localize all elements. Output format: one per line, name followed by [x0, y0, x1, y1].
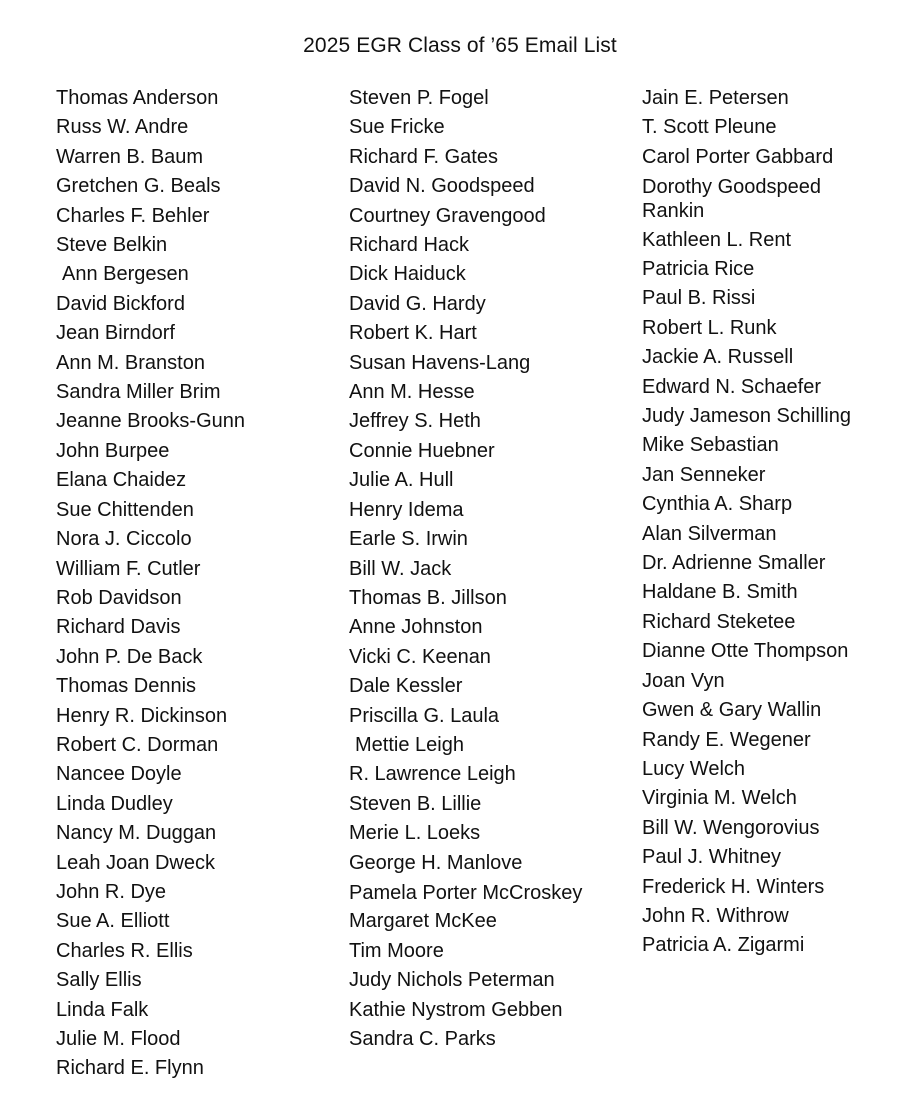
- list-item: Ann Bergesen: [62, 263, 189, 286]
- list-item: David G. Hardy: [349, 292, 486, 315]
- list-item: William F. Cutler: [56, 557, 201, 580]
- name-column-2: [349, 84, 631, 1054]
- list-item: Mettie Leigh: [355, 733, 464, 756]
- list-item: Henry Idema: [349, 498, 464, 521]
- list-item: Jeanne Brooks-Gunn: [56, 410, 246, 433]
- list-item: Linda Dudley: [56, 792, 173, 815]
- list-item: Charles R. Ellis: [56, 939, 193, 962]
- list-item: Susan Havens-Lang: [349, 351, 531, 374]
- list-item: Courtney Gravengood: [349, 204, 546, 227]
- list-item: Merie L. Loeks: [349, 822, 481, 845]
- list-item: Julie M. Flood: [56, 1028, 181, 1050]
- list-item: Thomas Anderson: [56, 87, 219, 109]
- list-item: Carol Porter Gabbard: [642, 145, 834, 168]
- list-item: Rob Davidson: [56, 586, 182, 609]
- list-item: Steven B. Lillie: [349, 792, 482, 815]
- list-item: Richard Hack: [349, 234, 470, 257]
- list-item: Russ W. Andre: [56, 116, 189, 139]
- list-item: Nora J. Ciccolo: [56, 528, 192, 551]
- list-item: Julie A. Hull: [349, 469, 454, 492]
- list-item: John R. Dye: [56, 880, 167, 903]
- list-item: John R. Withrow: [642, 904, 789, 927]
- list-item: George H. Manlove: [349, 851, 523, 874]
- list-item: Frederick H. Winters: [642, 875, 825, 898]
- list-item: Bill W. Jack: [349, 557, 452, 580]
- list-item: Robert C. Dorman: [56, 733, 219, 756]
- list-item: Dr. Adrienne Smaller: [642, 552, 826, 575]
- list-item: Pamela Porter McCroskey: [349, 881, 583, 904]
- list-item: R. Lawrence Leigh: [349, 763, 516, 786]
- list-item: Connie Huebner: [349, 439, 495, 462]
- list-item: Judy Jameson Schilling: [642, 405, 851, 428]
- list-item: Sandra Miller Brim: [56, 381, 221, 404]
- list-item: Earle S. Irwin: [349, 528, 468, 551]
- list-item: Cynthia A. Sharp: [642, 493, 793, 516]
- list-item: Warren B. Baum: [56, 145, 204, 168]
- list-item: Alan Silverman: [642, 522, 777, 545]
- list-item: Nancy M. Duggan: [56, 822, 217, 845]
- list-item: Sally Ellis: [56, 969, 142, 992]
- list-item: Jean Birndorf: [56, 322, 175, 345]
- list-item: Richard Davis: [56, 616, 181, 639]
- name-column-3: [642, 84, 920, 961]
- list-item: Dick Haiduck: [349, 263, 466, 286]
- list-item: Jan Senneker: [642, 463, 766, 486]
- list-item: Sue A. Elliott: [56, 910, 170, 933]
- list-item: Henry R. Dickinson: [56, 704, 228, 727]
- list-item: Robert L. Runk: [642, 316, 777, 339]
- list-item: Jain E. Petersen: [642, 87, 789, 109]
- list-item: Haldane B. Smith: [642, 581, 798, 604]
- name-column-1: [56, 84, 338, 1084]
- list-item: Paul J. Whitney: [642, 846, 781, 869]
- list-item: Sue Chittenden: [56, 498, 194, 521]
- list-item: Charles F. Behler: [56, 204, 210, 227]
- list-item: Anne Johnston: [349, 616, 483, 639]
- list-item: Sue Fricke: [349, 116, 445, 139]
- list-item: Paul B. Rissi: [642, 287, 756, 310]
- list-item: Gretchen G. Beals: [56, 175, 221, 198]
- list-item: David N. Goodspeed: [349, 175, 535, 198]
- list-item: Gwen & Gary Wallin: [642, 699, 822, 722]
- list-item: David Bickford: [56, 292, 185, 315]
- list-item: Kathie Nystrom Gebben: [349, 998, 563, 1021]
- list-item: Vicki C. Keenan: [349, 645, 491, 668]
- list-item: Thomas B. Jillson: [349, 586, 507, 609]
- list-item: Patricia A. Zigarmi: [642, 934, 805, 957]
- list-item: Margaret McKee: [349, 910, 497, 933]
- list-item: Jeffrey S. Heth: [349, 410, 481, 433]
- list-item: Elana Chaidez: [56, 469, 187, 492]
- list-item: Priscilla G. Laula: [349, 704, 500, 727]
- list-item: Richard Steketee: [642, 610, 796, 633]
- list-item: Richard E. Flynn: [56, 1057, 204, 1080]
- list-item: Richard F. Gates: [349, 145, 498, 168]
- list-item: Ann M. Hesse: [349, 381, 475, 404]
- list-item: Mike Sebastian: [642, 434, 779, 457]
- list-item: Jackie A. Russell: [642, 346, 794, 369]
- list-item: Dale Kessler: [349, 675, 463, 698]
- list-item: Virginia M. Welch: [642, 787, 797, 810]
- list-item: Steve Belkin: [56, 234, 168, 257]
- list-item: Nancee Doyle: [56, 763, 182, 786]
- list-item: Dorothy Goodspeed Rankin: [642, 176, 822, 223]
- list-item: Robert K. Hart: [349, 322, 477, 345]
- list-item: T. Scott Pleune: [642, 116, 777, 139]
- list-item: Ann M. Branston: [56, 351, 205, 374]
- list-item: Linda Falk: [56, 998, 149, 1021]
- list-item: Patricia Rice: [642, 258, 755, 281]
- list-item: Kathleen L. Rent: [642, 228, 791, 251]
- list-item: Dianne Otte Thompson: [642, 640, 849, 663]
- list-item: Tim Moore: [349, 939, 444, 962]
- list-item: Judy Nichols Peterman: [349, 969, 555, 992]
- list-item: Randy E. Wegener: [642, 728, 811, 751]
- list-item: Steven P. Fogel: [349, 87, 489, 109]
- list-item: Joan Vyn: [642, 669, 725, 692]
- list-item: John P. De Back: [56, 645, 203, 668]
- list-item: Lucy Welch: [642, 757, 746, 780]
- list-item: Leah Joan Dweck: [56, 851, 215, 874]
- page-title: 2025 EGR Class of ’65 Email List: [303, 34, 617, 57]
- list-item: Bill W. Wengorovius: [642, 816, 820, 839]
- list-item: Thomas Dennis: [56, 675, 197, 698]
- list-item: John Burpee: [56, 439, 170, 462]
- list-item: Sandra C. Parks: [349, 1027, 496, 1050]
- list-item: Edward N. Schaefer: [642, 375, 821, 398]
